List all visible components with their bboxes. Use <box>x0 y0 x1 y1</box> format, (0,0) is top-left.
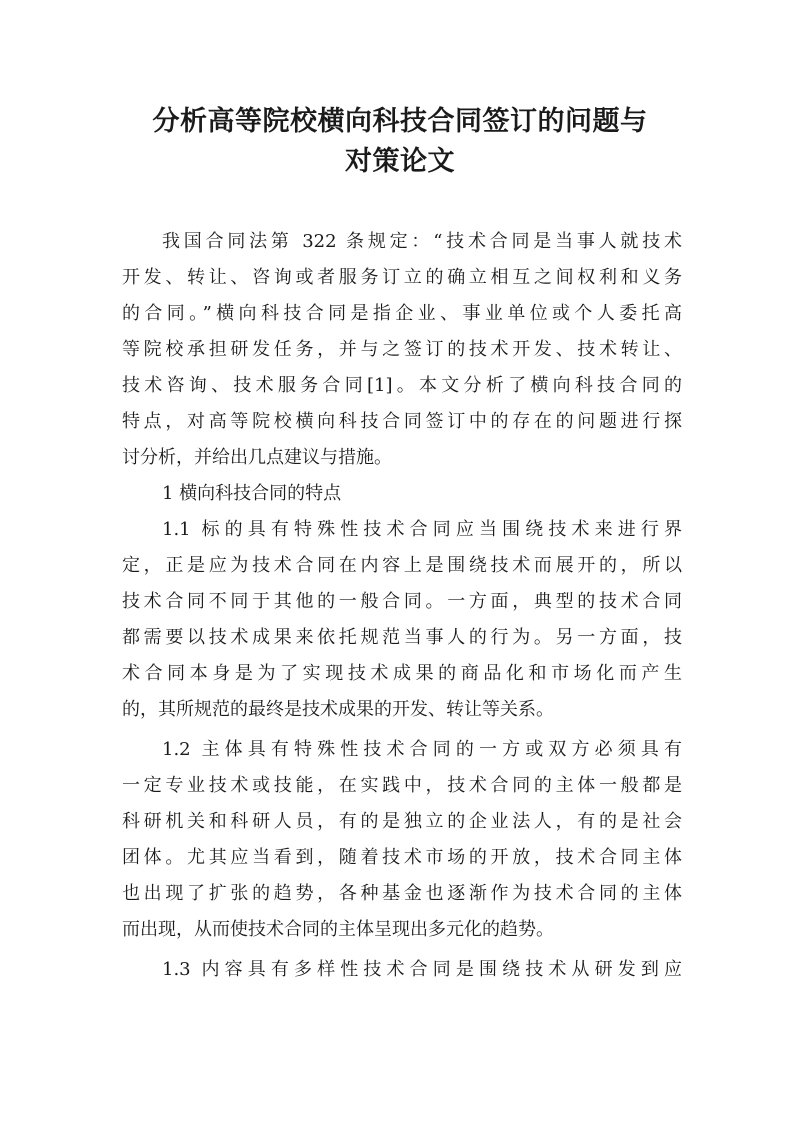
section-heading: 1 横向科技合同的特点 <box>162 483 342 504</box>
paragraph-line: 都需要以技术成果来依托规范当事人的行为。另一方面，技 <box>122 627 682 648</box>
paragraph-line: 特点，对高等院校横向科技合同签订中的存在的问题进行探 <box>122 411 682 432</box>
paragraph-line: 的合同。”横向科技合同是指企业、事业单位或个人委托高 <box>122 303 682 324</box>
paragraph-line: 术合同本身是为了实现技术成果的商品化和市场化而产生 <box>122 663 682 684</box>
paragraph-line: 团体。尤其应当看到，随着技术市场的开放，技术合同主体 <box>122 847 682 868</box>
document-title-line-2: 对策论文 <box>345 146 455 177</box>
paragraph-line: 的，其所规范的最终是技术成果的开发、转让等关系。 <box>122 699 554 720</box>
paragraph-line: 等院校承担研发任务，并与之签订的技术开发、技术转让、 <box>122 339 682 360</box>
paragraph-line: 技术咨询、技术服务合同[1]。本文分析了横向科技合同的 <box>122 375 682 396</box>
paragraph-line: 1.2 主体具有特殊性技术合同的一方或双方必须具有 <box>162 739 682 760</box>
paragraph-line: 也出现了扩张的趋势，各种基金也逐渐作为技术合同的主体 <box>122 883 682 904</box>
paragraph-line: 定，正是应为技术合同在内容上是围绕技术而展开的，所以 <box>122 555 682 576</box>
paragraph-line: 我国合同法第 322 条规定：“技术合同是当事人就技术 <box>162 231 682 252</box>
paragraph-line: 技术合同不同于其他的一般合同。一方面，典型的技术合同 <box>122 591 682 612</box>
document-body <box>122 224 682 988</box>
paragraph-line: 科研机关和科研人员，有的是独立的企业法人，有的是社会 <box>122 811 682 832</box>
paragraph-line: 而出现，从而使技术合同的主体呈现出多元化的趋势。 <box>122 919 554 940</box>
paragraph-line: 讨分析，并给出几点建议与措施。 <box>122 447 392 468</box>
paragraph-line: 1.1 标的具有特殊性技术合同应当围绕技术来进行界 <box>162 519 682 540</box>
paragraph-line: 一定专业技术或技能，在实践中，技术合同的主体一般都是 <box>122 775 682 796</box>
document-title-line-1: 分析高等院校横向科技合同签订的问题与 <box>152 106 648 137</box>
paragraph-line: 1.3 内容具有多样性技术合同是围绕技术从研发到应 <box>162 959 682 980</box>
paragraph-line: 开发、转让、咨询或者服务订立的确立相互之间权利和义务 <box>122 267 682 288</box>
